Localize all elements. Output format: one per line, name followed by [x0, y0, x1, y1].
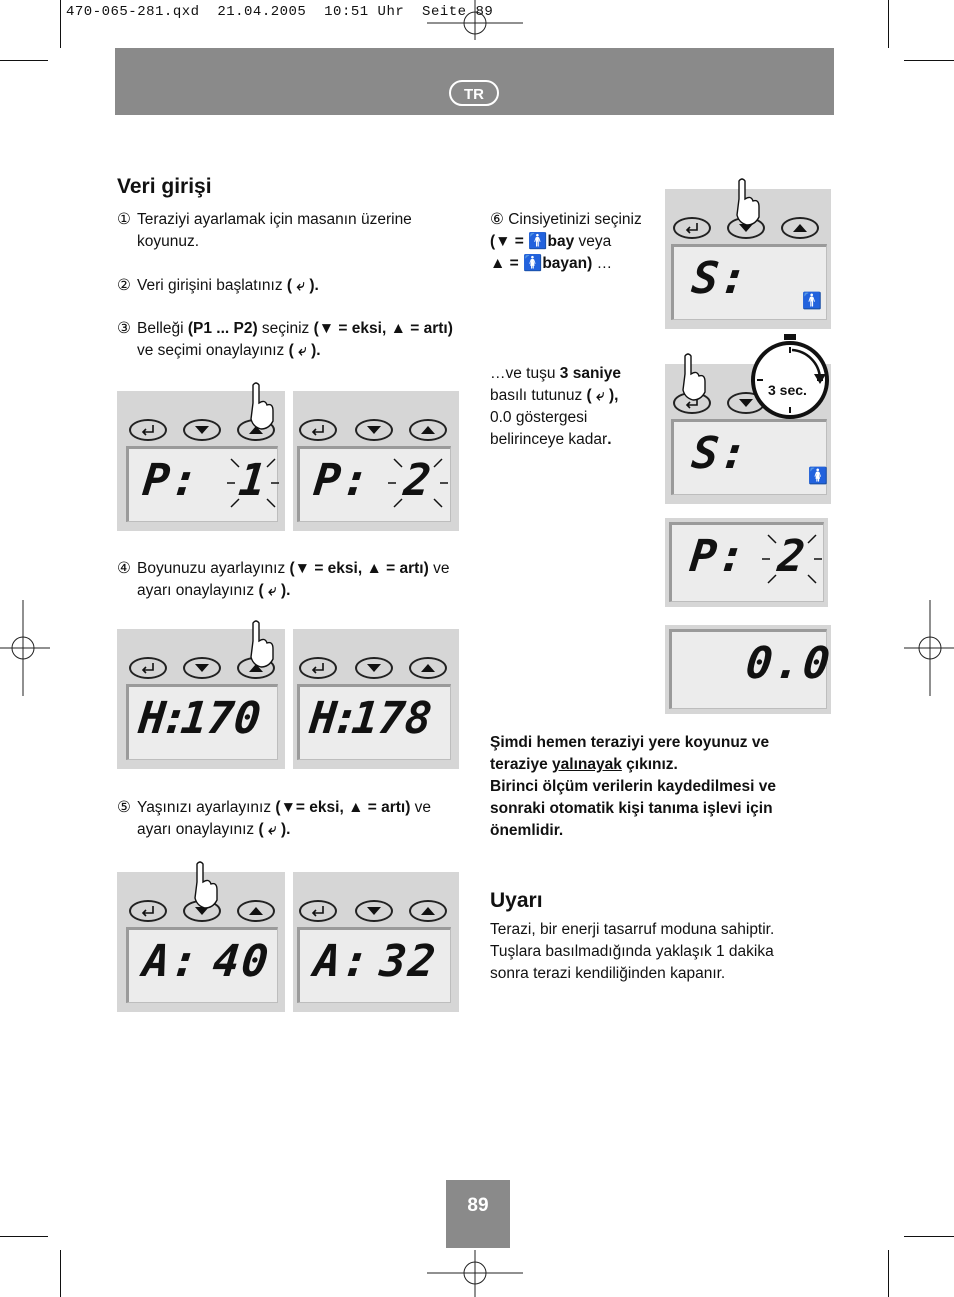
lcd-display-h1 [117, 629, 285, 769]
step-text-plain: veya [574, 233, 612, 250]
notice-underline: yalınayak [552, 756, 622, 773]
crop-mark [888, 1250, 889, 1297]
step-number: ④ [117, 560, 131, 577]
step-number: ③ [117, 320, 131, 337]
language-badge: TR [449, 80, 499, 106]
enter-button [299, 419, 337, 441]
step-text-plain: belirinceye kadar [490, 431, 608, 448]
blink-rays-icon [225, 453, 281, 513]
notice-text [490, 732, 820, 842]
down-button [183, 657, 221, 679]
blink-rays-icon [388, 453, 448, 513]
lcd-screen [671, 244, 827, 320]
enter-button [299, 657, 337, 679]
warning-line: Terazi, bir enerji tasarruf moduna sahiptir. [490, 921, 775, 938]
step-text-plain: Yaşınızı ayarlayınız [137, 799, 276, 816]
lcd-screen [297, 446, 451, 522]
notice-line: Şimdi hemen teraziyi yere koyunuz ve [490, 734, 770, 751]
step-text-bold: (P1 ... P2) [187, 320, 258, 337]
step-text-plain: 0.0 göstergesi [490, 409, 588, 426]
lcd-value: 170 [178, 693, 264, 744]
lcd-screen [671, 419, 827, 495]
step-text-bold: ( ⤶ ). [258, 582, 291, 599]
lcd-screen [297, 927, 451, 1003]
step-text-bold: bayan) [542, 255, 593, 272]
warning-line: sonra terazi kendiliğinden kapanır. [490, 965, 726, 982]
step-text [137, 797, 459, 841]
step-text-plain: …ve tuşu [490, 365, 560, 382]
pointing-hand-icon [677, 352, 711, 402]
warning-title: Uyarı [490, 889, 543, 912]
section-title: Veri girişi [117, 175, 212, 198]
lcd-screen [126, 446, 278, 522]
warning-line: Tuşlara basılmadığında yaklaşık 1 dakika [490, 943, 774, 960]
lcd-screen [126, 927, 278, 1003]
lcd-display-p [665, 518, 828, 607]
step-number: ① [117, 211, 131, 228]
step-text [137, 558, 459, 602]
step-text-plain: Cinsiyetinizi seçiniz [508, 211, 642, 228]
step-text-bold: (▼ = eksi, ▲ = artı) [313, 320, 453, 337]
crop-mark [888, 0, 889, 48]
step-text-bold: (▼= eksi, ▲ = artı) [275, 799, 411, 816]
male-icon: 🚹 [802, 293, 822, 310]
step-text-plain: ve ayarı onaylayınız [137, 560, 450, 599]
enter-button [299, 900, 337, 922]
lcd-screen [669, 522, 824, 602]
lcd-value: 32 [377, 936, 440, 987]
pointing-hand-icon [245, 619, 279, 669]
crop-mark [60, 1250, 61, 1297]
lcd-display-zero [665, 625, 835, 714]
lcd-value: 0.0 [743, 638, 835, 689]
down-button [355, 419, 393, 441]
enter-button [129, 900, 167, 922]
blink-rays-icon [762, 529, 822, 589]
lcd-label: P: [140, 455, 203, 506]
lcd-label: S: [689, 428, 752, 479]
lcd-display-p1 [117, 391, 285, 531]
up-button [409, 419, 447, 441]
step-text [137, 275, 457, 297]
up-button [409, 900, 447, 922]
step-text-bold: (▼ = [490, 233, 529, 250]
lcd-value: 2 [775, 531, 810, 582]
lcd-label: P: [311, 455, 374, 506]
lcd-value: 2 [401, 455, 436, 506]
step-text-plain: Belleği [137, 320, 188, 337]
lcd-display-a2 [293, 872, 459, 1012]
female-icon: 🚺 [808, 468, 828, 485]
enter-button [673, 217, 711, 239]
crop-mark [0, 60, 48, 61]
lcd-screen [297, 684, 451, 760]
step-text [490, 209, 662, 275]
lcd-label: A: [311, 936, 374, 987]
registration-mark-icon [0, 600, 50, 696]
crop-mark [904, 1236, 954, 1237]
lcd-display-p2 [293, 391, 459, 531]
lcd-label: H: [307, 693, 358, 744]
lcd-value: 178 [349, 693, 435, 744]
print-slug: 470-065-281.qxd 21.04.2005 10:51 Uhr Seite 89 [66, 4, 494, 20]
notice-line: teraziye [490, 756, 553, 773]
lcd-display-a1 [117, 872, 285, 1012]
step-text-bold: 3 saniye [559, 365, 621, 382]
step-number: ⑤ [117, 799, 131, 816]
stopwatch-label: 3 sec. [768, 382, 807, 398]
step-text-plain: seçiniz [257, 320, 314, 337]
lcd-value: 40 [210, 936, 273, 987]
step-number: ⑥ [490, 211, 504, 228]
pointing-hand-icon [245, 381, 279, 431]
lcd-label: A: [140, 936, 203, 987]
step-text-bold: . [607, 431, 612, 448]
notice-line: sonraki otomatik kişi tanıma işlevi için [490, 800, 773, 817]
lcd-value: 1 [236, 455, 271, 506]
page-number: 89 [446, 1180, 510, 1248]
step-text-bold: ( ⤶ ), [586, 387, 619, 404]
step-text-bold: ▲ = [490, 255, 524, 272]
registration-mark-icon [427, 1250, 523, 1297]
warning-text [490, 919, 820, 985]
lcd-screen [126, 684, 278, 760]
step-text-plain: basılı tutunuz [490, 387, 587, 404]
step-text-plain: … [592, 255, 613, 272]
notice-line: çıkınız. [621, 756, 678, 773]
step-text-bold: bay [547, 233, 575, 250]
lcd-label: H: [136, 693, 187, 744]
up-button [409, 657, 447, 679]
enter-button [129, 657, 167, 679]
lcd-label: S: [689, 253, 752, 304]
crop-mark [904, 60, 954, 61]
step-text-plain: ve ayarı onaylayınız [137, 799, 432, 838]
female-icon: 🚺 [523, 255, 543, 272]
step-text: Teraziyi ayarlamak için masanın üzerine koyunuz. [137, 211, 412, 250]
stopwatch-icon [748, 334, 832, 420]
notice-line: önemlidir. [490, 822, 564, 839]
registration-mark-icon [904, 600, 954, 696]
step-text-bold: (▼ = eksi, ▲ = artı) [289, 560, 429, 577]
up-button [781, 217, 819, 239]
step-text-plain: Boyunuzu ayarlayınız [137, 560, 290, 577]
pointing-hand-icon [731, 177, 765, 227]
up-button [237, 900, 275, 922]
step-text [490, 363, 660, 451]
pointing-hand-icon [189, 860, 223, 910]
male-icon: 🚹 [528, 233, 548, 250]
step-text-plain: ve seçimi onaylayınız [137, 342, 289, 359]
crop-mark [0, 1236, 48, 1237]
notice-line: Birinci ölçüm verilerin kaydedilmesi ve [490, 778, 777, 795]
down-button [355, 657, 393, 679]
step-text-bold: ( ⤶ ). [288, 342, 321, 359]
down-button [183, 419, 221, 441]
step-number: ② [117, 277, 131, 294]
step-text-bold: ( ⤶ ). [286, 277, 319, 294]
crop-mark [60, 0, 61, 48]
registration-mark-icon [427, 0, 523, 40]
lcd-label: P: [687, 531, 750, 582]
step-text-plain: Veri girişini başlatınız [137, 277, 287, 294]
lcd-display-s1 [665, 189, 831, 329]
step-text [137, 318, 459, 362]
down-button [355, 900, 393, 922]
step-text-bold: ( ⤶ ). [258, 821, 291, 838]
lcd-display-h2 [293, 629, 459, 769]
enter-button [129, 419, 167, 441]
lcd-screen [669, 629, 835, 709]
